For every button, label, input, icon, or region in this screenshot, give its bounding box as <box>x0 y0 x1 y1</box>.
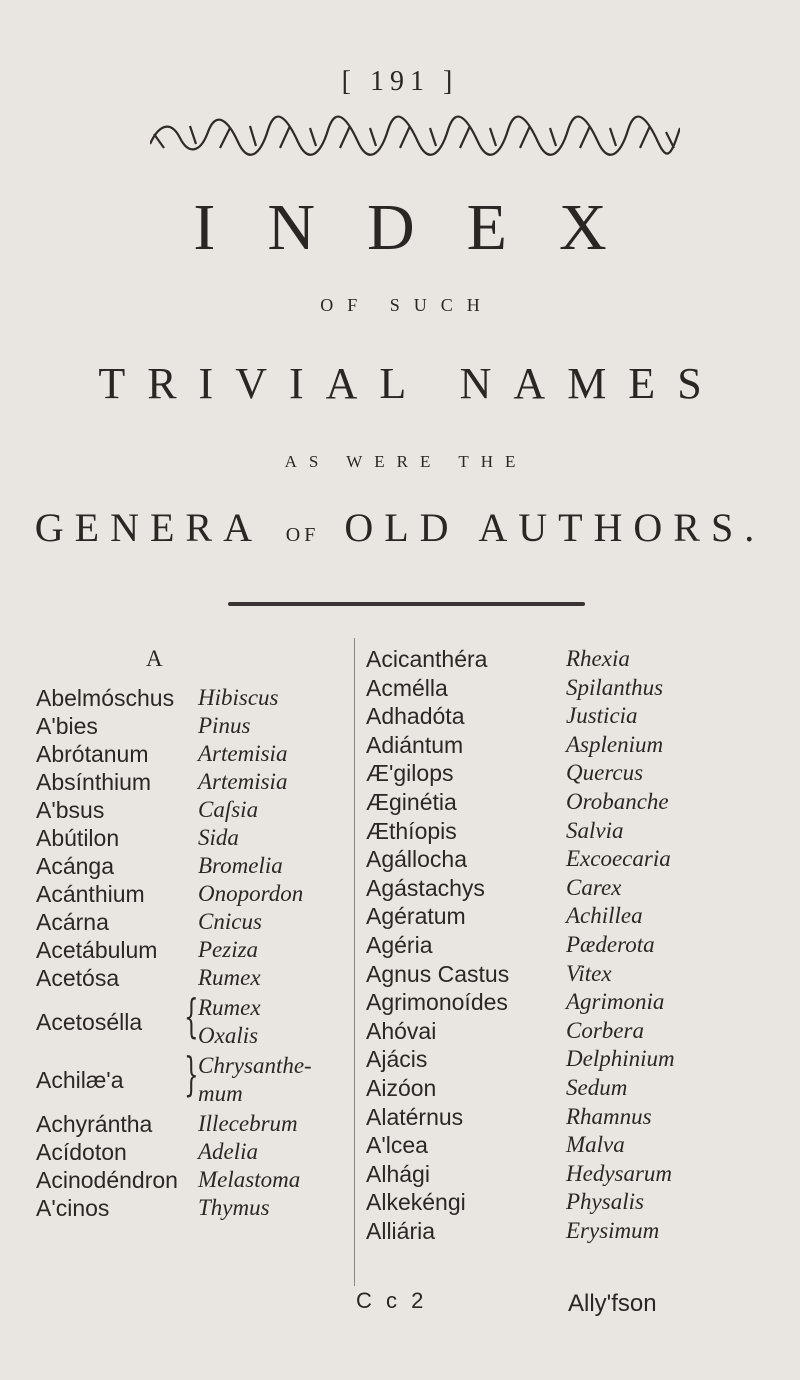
title-of: OF <box>285 524 320 546</box>
index-genus: Asplenium <box>566 732 664 757</box>
index-genus: Hedysarum <box>566 1161 673 1186</box>
catchword: Ally'fson <box>568 1290 657 1317</box>
index-genus: Caſsia <box>198 797 259 822</box>
index-trivial-name: Absínthium <box>36 769 152 795</box>
column-divider <box>354 638 355 1286</box>
index-genus: Illecebrum <box>198 1111 298 1136</box>
index-trivial-name: A'bies <box>36 713 98 739</box>
index-genus: Thymus <box>198 1195 270 1220</box>
index-trivial-name: Alatérnus <box>366 1104 464 1130</box>
index-trivial-name: Æthíopis <box>366 818 457 844</box>
title-of-such: OF SUCH <box>320 295 494 315</box>
index-trivial-name: Æ'gilops <box>366 760 454 786</box>
signature-mark: C c 2 <box>356 1288 428 1313</box>
index-genus: Adelia <box>198 1139 259 1164</box>
index-trivial-name: Abelmóschus <box>36 685 175 711</box>
index-genus: Excoecaria <box>566 846 671 871</box>
index-genus: Hibiscus <box>198 685 279 710</box>
index-genus: Peziza <box>198 937 259 962</box>
index-trivial-name: Acárna <box>36 909 109 935</box>
index-trivial-name: Acídoton <box>36 1139 127 1165</box>
title-genera-of-old-authors <box>0 504 800 551</box>
brace-mark: } <box>184 1047 199 1101</box>
index-genus: Pæderota <box>566 932 655 957</box>
index-trivial-name: Acinodéndron <box>36 1167 178 1193</box>
index-genus-continued: mum <box>198 1081 243 1106</box>
index-trivial-name: Æginétia <box>366 789 457 815</box>
index-genus: Bromelia <box>198 853 283 878</box>
index-trivial-name: Agnus Castus <box>366 961 510 987</box>
index-trivial-name: Acetosélla <box>36 1009 143 1035</box>
index-trivial-name: Acánga <box>36 853 115 879</box>
index-genus: Sedum <box>566 1075 628 1100</box>
index-trivial-name: Agástachys <box>366 875 485 901</box>
letter-heading: A <box>146 646 163 671</box>
index-trivial-name: Achyrántha <box>36 1111 153 1137</box>
index-trivial-name: Aizóon <box>366 1075 437 1101</box>
index-trivial-name: Ajácis <box>366 1046 428 1072</box>
index-trivial-name: Alhági <box>366 1161 430 1187</box>
title-index: INDEX <box>193 191 659 264</box>
index-genus: Rumex <box>198 995 261 1020</box>
index-genus: Spilanthus <box>566 675 664 700</box>
index-genus: Orobanche <box>566 789 669 814</box>
title-genera: GENERA <box>34 505 261 550</box>
brace-mark: { <box>184 989 199 1043</box>
index-trivial-name: A'bsus <box>36 797 105 823</box>
index-genus: Melastoma <box>198 1167 301 1192</box>
index-genus: Malva <box>566 1132 625 1157</box>
index-trivial-name: A'cinos <box>36 1195 110 1221</box>
index-genus-continued: Oxalis <box>198 1023 259 1048</box>
index-trivial-name: Ahóvai <box>366 1018 437 1044</box>
index-trivial-name: Achilæ'a <box>36 1067 124 1093</box>
index-trivial-name: Abrótanum <box>36 741 149 767</box>
index-trivial-name: Agéria <box>366 932 433 958</box>
index-trivial-name: Acetábulum <box>36 937 158 963</box>
index-genus: Justicia <box>566 703 638 728</box>
index-trivial-name: Acmélla <box>366 675 448 701</box>
index-genus: Vitex <box>566 961 612 986</box>
index-trivial-name: Acicanthéra <box>366 646 488 672</box>
index-genus: Achillea <box>566 903 643 928</box>
index-genus: Rumex <box>198 965 261 990</box>
horizontal-rule <box>228 602 585 606</box>
index-genus: Artemisia <box>198 741 288 766</box>
index-genus: Erysimum <box>566 1218 660 1243</box>
index-genus: Carex <box>566 875 622 900</box>
index-genus: Rhexia <box>566 646 630 671</box>
index-trivial-name: Acetósa <box>36 965 120 991</box>
index-trivial-name: Adiántum <box>366 732 464 758</box>
index-genus: Rhamnus <box>566 1104 652 1129</box>
index-genus: Pinus <box>198 713 251 738</box>
index-genus: Cnicus <box>198 909 262 934</box>
index-genus: Corbera <box>566 1018 644 1043</box>
title-old-authors: OLD AUTHORS. <box>344 505 766 550</box>
index-trivial-name: Adhadóta <box>366 703 465 729</box>
index-genus: Salvia <box>566 818 624 843</box>
index-genus: Artemisia <box>198 769 288 794</box>
ornament-band <box>150 114 680 160</box>
index-trivial-name: Alliária <box>366 1218 436 1244</box>
index-genus: Delphinium <box>566 1046 675 1071</box>
index-trivial-name: Agrimonoídes <box>366 989 508 1015</box>
index-trivial-name: Agératum <box>366 903 466 929</box>
title-trivial-names: TRIVIAL NAMES <box>98 359 724 408</box>
index-genus: Physalis <box>566 1189 644 1214</box>
index-trivial-name: Alkekéngi <box>366 1189 466 1215</box>
index-trivial-name: Abútilon <box>36 825 120 851</box>
page-number: [ 191 ] <box>341 66 459 97</box>
index-genus: Sida <box>198 825 239 850</box>
index-trivial-name: Agállocha <box>366 846 468 872</box>
index-genus: Chrysanthe- <box>198 1053 312 1078</box>
index-trivial-name: Acánthium <box>36 881 145 907</box>
index-genus: Quercus <box>566 760 644 785</box>
index-trivial-name: A'lcea <box>366 1132 428 1158</box>
title-as-were-the: AS WERE THE <box>284 452 528 471</box>
index-genus: Agrimonia <box>566 989 665 1014</box>
index-genus: Onopordon <box>198 881 304 906</box>
